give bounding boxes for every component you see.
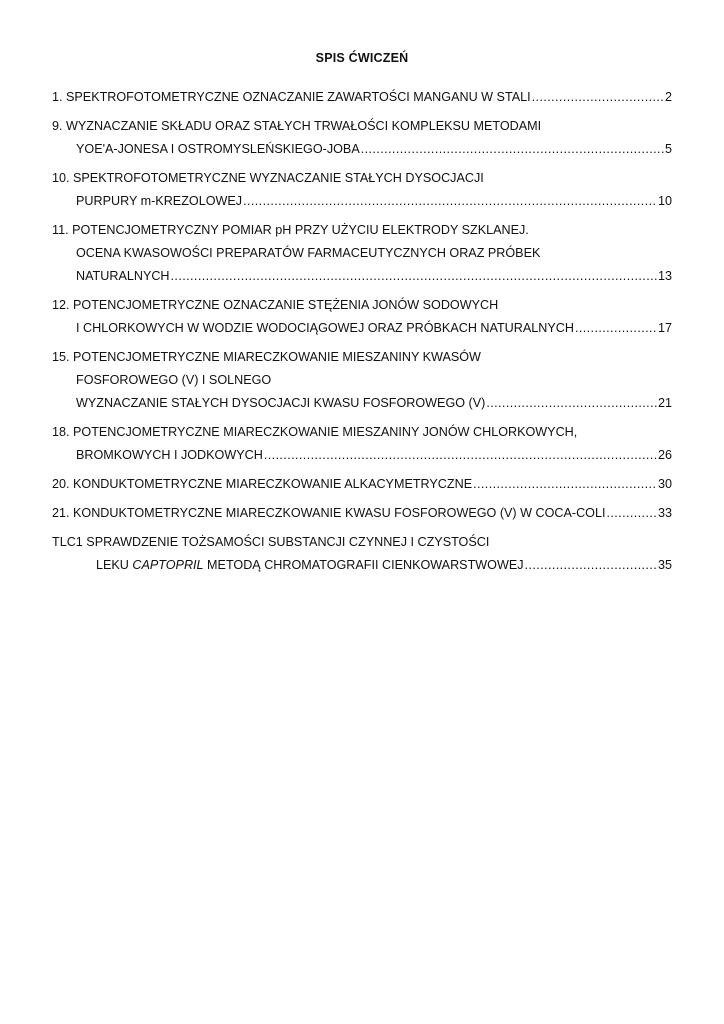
toc-entry-line <box>52 502 672 525</box>
toc-page-number: 33 <box>657 506 672 520</box>
toc-entry-title: 10. SPEKTROFOTOMETRYCZNE WYZNACZANIE STAŁYCH DYSOCJACJI <box>52 171 484 185</box>
toc-entry <box>52 346 672 415</box>
toc-entry-title: 9. WYZNACZANIE SKŁADU ORAZ STAŁYCH TRWAŁOŚCI KOMPLEKSU METODAMI <box>52 119 542 133</box>
toc-entry-title-cont <box>96 554 524 577</box>
toc-page-number: 13 <box>657 269 672 283</box>
toc-entry <box>52 421 672 467</box>
toc-entry-title-cont: OCENA KWASOWOŚCI PREPARATÓW FARMACEUTYCZNYCH ORAZ PRÓBEK <box>76 246 541 260</box>
toc-entry-title: 21. KONDUKTOMETRYCZNE MIARECZKOWANIE KWASU FOSFOROWEGO (V) W COCA-COLI <box>52 506 606 520</box>
toc-entry <box>52 531 672 577</box>
toc-entry-title-cont: WYZNACZANIE STAŁYCH DYSOCJACJI KWASU FOSFOROWEGO (V) <box>76 396 486 410</box>
toc-entry-title: 1. SPEKTROFOTOMETRYCZNE OZNACZANIE ZAWARTOŚCI MANGANU W STALI <box>52 90 531 104</box>
toc-entry-title: 15. POTENCJOMETRYCZNE MIARECZKOWANIE MIESZANINY KWASÓW <box>52 350 481 364</box>
toc-entry <box>52 86 672 109</box>
dot-leader <box>171 265 657 288</box>
dot-leader <box>486 392 657 415</box>
toc-entry <box>52 219 672 288</box>
toc-page-number: 26 <box>657 448 672 462</box>
toc-text-segment: LEKU <box>96 558 133 572</box>
toc-entry <box>52 473 672 496</box>
toc-page-number: 10 <box>657 194 672 208</box>
dot-leader <box>473 473 657 496</box>
dot-leader <box>575 317 657 340</box>
toc-entry <box>52 294 672 340</box>
toc-text-segment: METODĄ CHROMATOGRAFII CIENKOWARSTWOWEJ <box>203 558 524 572</box>
toc-page-number: 17 <box>657 321 672 335</box>
toc-entry-line <box>52 190 672 213</box>
toc-entry-title-cont: NATURALNYCH <box>76 269 170 283</box>
toc-entry-line <box>52 138 672 161</box>
dot-leader <box>532 86 664 109</box>
dot-leader <box>243 190 657 213</box>
toc-entry-title-cont: FOSFOROWEGO (V) I SOLNEGO <box>76 373 272 387</box>
dot-leader <box>525 554 657 577</box>
dot-leader <box>264 444 657 467</box>
toc-page-number: 35 <box>657 558 672 572</box>
toc-title: SPIS ĆWICZEŃ <box>315 51 409 65</box>
toc-entry-title: 20. KONDUKTOMETRYCZNE MIARECZKOWANIE ALKACYMETRYCZNE <box>52 477 473 491</box>
toc-entry-title: 12. POTENCJOMETRYCZNE OZNACZANIE STĘŻENIA JONÓW SODOWYCH <box>52 298 499 312</box>
toc-entry-title: 18. POTENCJOMETRYCZNE MIARECZKOWANIE MIESZANINY JONÓW CHLORKOWYCH, <box>52 425 578 439</box>
toc-entry <box>52 502 672 525</box>
toc-entry-title-cont: YOE'A-JONESA I OSTROMYSLEŃSKIEGO-JOBA <box>76 142 360 156</box>
toc-entry-title-cont: PURPURY m-KREZOLOWEJ <box>76 194 243 208</box>
dot-leader <box>606 502 657 525</box>
toc-entry-title-cont: I CHLORKOWYCH W WODZIE WODOCIĄGOWEJ ORAZ PRÓBKACH NATURALNYCH <box>76 321 574 335</box>
toc-entry <box>52 115 672 161</box>
toc-page-number: 21 <box>657 396 672 410</box>
toc-entry-line <box>52 317 672 340</box>
toc-entry-title: TLC1 SPRAWDZENIE TOŻSAMOŚCI SUBSTANCJI CZYNNEJ I CZYSTOŚCI <box>52 535 490 549</box>
table-of-contents <box>52 86 672 583</box>
toc-page-number: 2 <box>664 90 672 104</box>
toc-entry-line <box>52 265 672 288</box>
toc-entry-line <box>52 392 672 415</box>
toc-entry-line <box>52 444 672 467</box>
drug-name-italic: CAPTOPRIL <box>132 558 204 572</box>
toc-entry-line <box>52 554 672 577</box>
toc-page-number: 5 <box>664 142 672 156</box>
toc-page-number: 30 <box>657 477 672 491</box>
toc-entry <box>52 167 672 213</box>
toc-entry-title-cont: BROMKOWYCH I JODKOWYCH <box>76 448 263 462</box>
dot-leader <box>361 138 664 161</box>
toc-entry-title: 11. POTENCJOMETRYCZNY POMIAR pH PRZY UŻYCIU ELEKTRODY SZKLANEJ. <box>52 223 529 237</box>
toc-entry-line <box>52 473 672 496</box>
toc-entry-line <box>52 86 672 109</box>
